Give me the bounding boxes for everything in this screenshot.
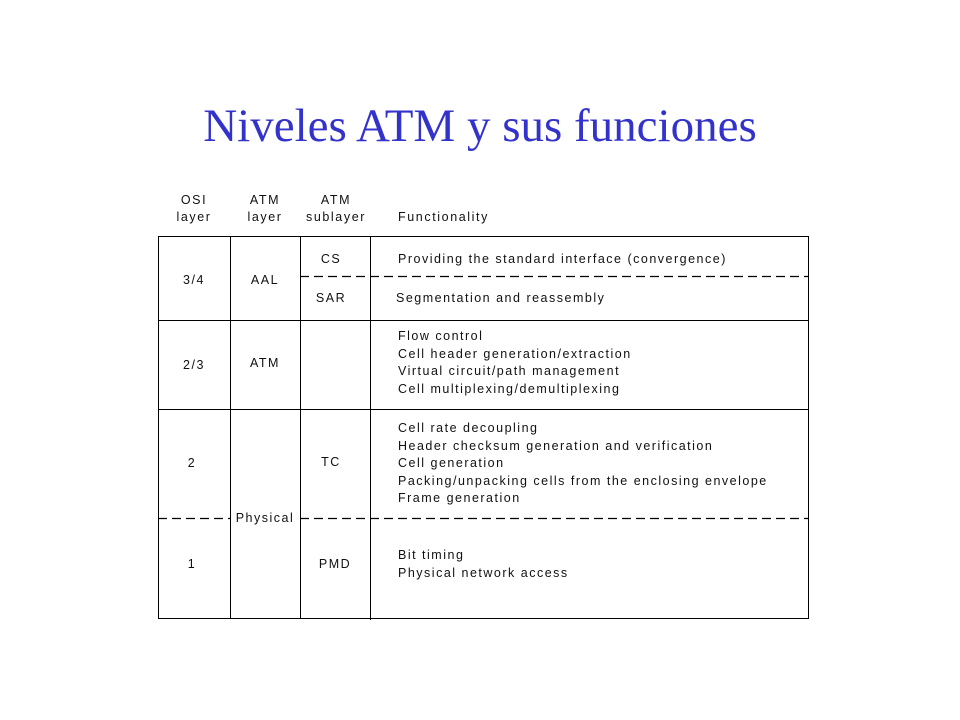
- osi-layer-cell: 2/3: [183, 358, 205, 372]
- function-item: Bit timing: [398, 548, 465, 562]
- sublayer-cell: CS: [320, 252, 342, 266]
- function-item: Packing/unpacking cells from the enclosing envelope: [398, 473, 768, 488]
- function-list-tc: [398, 420, 768, 508]
- header-sub-line2: sublayer: [305, 210, 367, 224]
- function-item: Virtual circuit/path management: [398, 364, 621, 378]
- function-list-pmd: [398, 547, 569, 582]
- function-item: Physical network access: [398, 565, 569, 580]
- header-atm-line1: ATM: [249, 193, 281, 207]
- function-item: Cell header generation/extraction: [398, 346, 632, 361]
- header-atm-line2: layer: [247, 210, 283, 224]
- sublayer-cell: TC: [321, 455, 341, 469]
- osi-layer-cell: 1: [187, 557, 197, 571]
- atm-layer-cell: AAL: [250, 273, 280, 287]
- function-item: Cell generation: [398, 456, 505, 470]
- osi-layer-cell: 3/4: [183, 273, 205, 287]
- function-list-atm: [398, 328, 632, 398]
- osi-layer-cell: 2: [187, 456, 197, 470]
- atm-layer-cell: ATM: [250, 356, 280, 370]
- function-item: Cell multiplexing/demultiplexing: [398, 381, 621, 396]
- atm-layer-cell: Physical: [235, 511, 295, 525]
- function-item: Flow control: [398, 329, 484, 343]
- function-item: Cell rate decoupling: [398, 421, 539, 435]
- function-cs: Providing the standard interface (convergence): [398, 252, 727, 266]
- sublayer-cell: PMD: [318, 557, 352, 571]
- slide-title: Niveles ATM y sus funciones: [203, 100, 757, 152]
- function-item: Frame generation: [398, 491, 521, 505]
- function-item: Header checksum generation and verification: [398, 438, 714, 453]
- header-functionality: Functionality: [398, 210, 489, 224]
- header-sub-line1: ATM: [320, 193, 352, 207]
- sublayer-cell: SAR: [315, 291, 347, 305]
- header-osi-line1: OSI: [180, 193, 208, 207]
- header-osi-line2: layer: [176, 210, 212, 224]
- function-sar: Segmentation and reassembly: [396, 291, 606, 305]
